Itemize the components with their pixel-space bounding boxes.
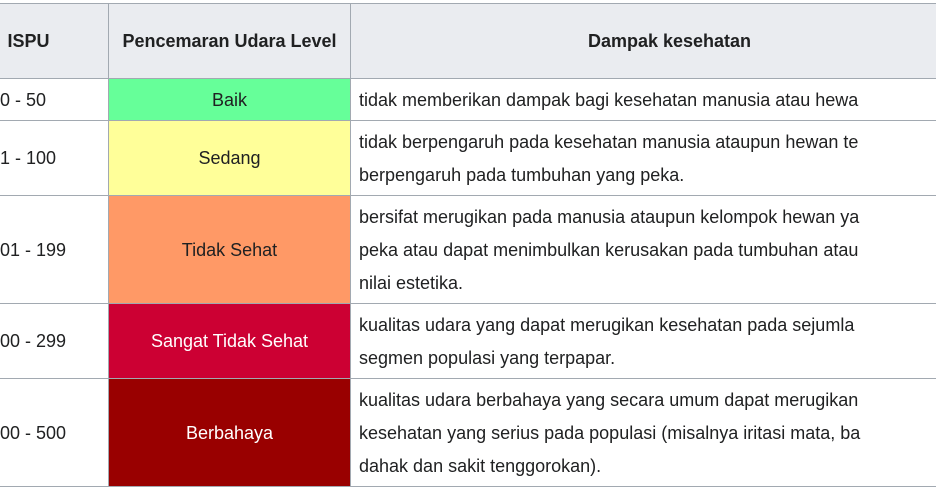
impact-line: nilai estetika. [359,272,464,293]
table-row [0,121,936,196]
impact-cell [351,79,936,121]
header-ispu: ISPU [0,4,109,79]
level-cell: Sangat Tidak Sehat [109,304,351,379]
impact-line: kesehatan yang serius pada populasi (misalnya iritasi mata, ba [359,422,861,443]
impact-line: segmen populasi yang terpapar. [359,347,616,368]
impact-line: tidak berpengaruh pada kesehatan manusia ataupun hewan te [359,131,859,152]
impact-line: kualitas udara berbahaya yang secara umum dapat merugikan [359,389,859,410]
header-impact: Dampak kesehatan [351,4,936,79]
impact-cell [351,121,936,196]
ispu-range-cell: 00 - 299 [0,304,109,379]
impact-line: kualitas udara yang dapat merugikan kesehatan pada sejumla [359,314,855,335]
ispu-range-cell: 01 - 199 [0,196,109,304]
table-row [0,379,936,487]
ispu-range-cell: 0 - 50 [0,79,109,121]
air-quality-table [0,3,936,487]
level-cell: Tidak Sehat [109,196,351,304]
impact-line: dahak dan sakit tenggorokan). [359,455,602,476]
ispu-range-cell: 1 - 100 [0,121,109,196]
level-cell: Sedang [109,121,351,196]
impact-line: peka atau dapat menimbulkan kerusakan pada tumbuhan atau [359,239,859,260]
ispu-range-cell: 00 - 500 [0,379,109,487]
air-quality-table-container [0,3,936,487]
table-row [0,304,936,379]
header-level: Pencemaran Udara Level [109,4,351,79]
level-cell: Berbahaya [109,379,351,487]
table-header-row [0,4,936,79]
impact-line: berpengaruh pada tumbuhan yang peka. [359,164,685,185]
impact-cell [351,379,936,487]
level-cell: Baik [109,79,351,121]
impact-line: tidak memberikan dampak bagi kesehatan manusia atau hewa [359,89,859,110]
table-row [0,196,936,304]
impact-line: bersifat merugikan pada manusia ataupun kelompok hewan ya [359,206,860,227]
table-row [0,79,936,121]
impact-cell [351,304,936,379]
impact-cell [351,196,936,304]
